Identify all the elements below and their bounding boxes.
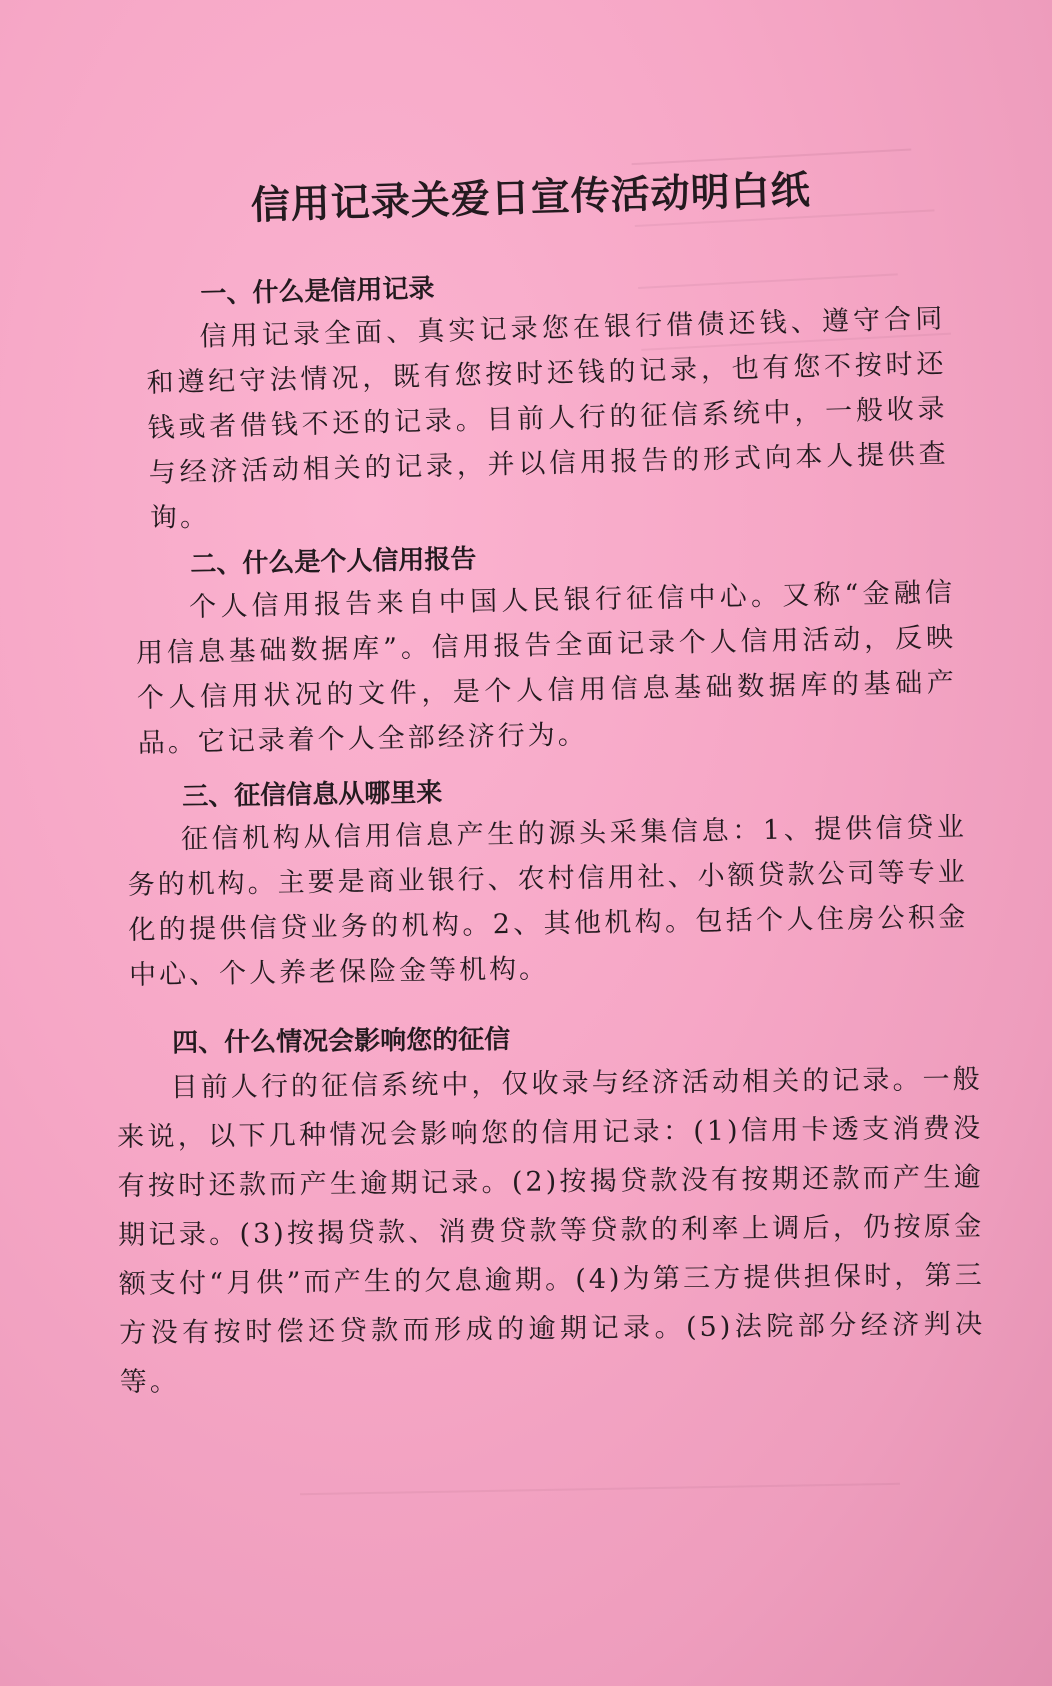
section-factors-affecting-credit [116,1015,986,1407]
section-credit-info-sources [126,765,969,998]
section-body: 目前人行的征信系统中，仅收录与经济活动相关的记录。一般来说，以下几种情况会影响您的信用记录：(1)信用卡透支消费没有按时还款而产生逾期记录。(2)按揭贷款没有按期还款而产生逾期记录。(3)按揭贷款、消费贷款等贷款的利率上调后，仍按原金额支付“月供”而产生的欠息逾期。(4)为第三方提供担保时，第三方没有按时偿还贷款而形成的逾期记录。(5)法院部分经济判决等。 [117,1063,986,1398]
section-credit-record [144,256,950,540]
section-heading: 一、什么是信用记录 [200,273,435,310]
section-body: 征信机构从信用信息产生的源头采集信息：1、提供信贷业务的机构。主要是商业银行、农村信用社、小额贷款公司等专业化的提供信贷业务的机构。2、其他机构。包括个人住房公积金中心、个人养老保险金等机构。 [127,811,969,991]
section-heading: 三、征信信息从哪里来 [182,778,443,813]
document-title: 信用记录关爱日宣传活动明白纸 [250,167,812,229]
section-heading: 四、什么情况会影响您的征信 [172,1024,511,1059]
section-body: 信用记录全面、真实记录您在银行借债还钱、遵守合同和遵纪守法情况，既有您按时还钱的记录，也有您不按时还钱或者借钱不还的记录。目前人行的征信系统中，一般收录与经济活动相关的记录，并以信用报告的形式向本人提供查询。 [146,303,949,534]
section-body: 个人信用报告来自中国人民银行征信中心。又称“金融信用信息基础数据库”。信用报告全面记录个人信用活动，反映个人信用状况的文件，是个人信用信息基础数据库的基础产品。它记录着个人全部经济行为。 [135,577,958,759]
section-personal-credit-report [134,530,958,766]
section-heading: 二、什么是个人信用报告 [190,544,477,580]
